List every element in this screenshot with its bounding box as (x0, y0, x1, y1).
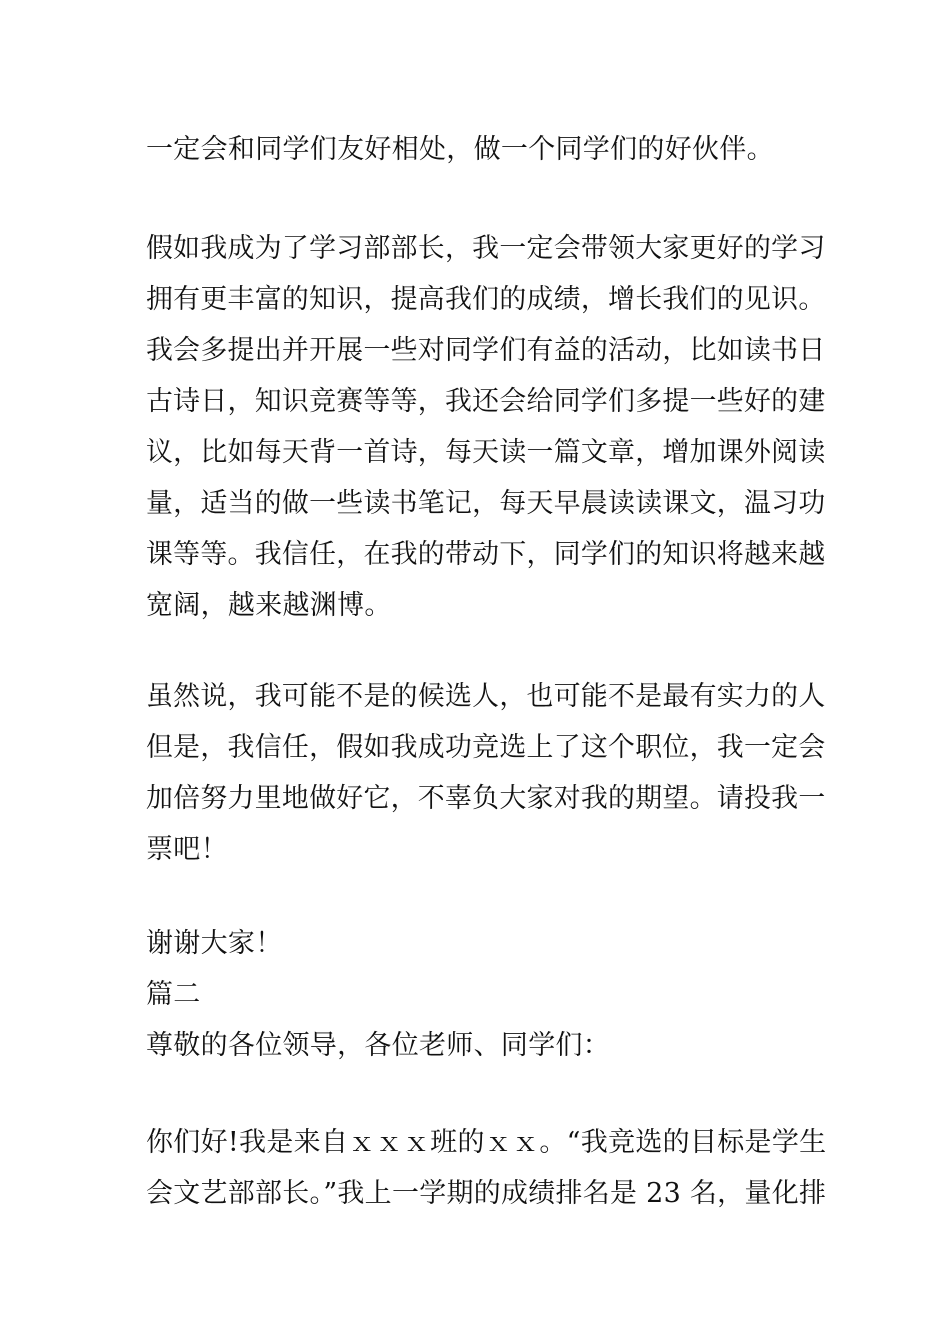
paragraph-line: 票吧！ (146, 834, 228, 865)
section-label: 篇二 (146, 979, 201, 1010)
thanks-line: 谢谢大家！ (146, 928, 283, 959)
salutation-line: 尊敬的各位领导，各位老师、同学们： (146, 1030, 611, 1061)
paragraph-line: 一定会和同学们友好相处，做一个同学们的好伙伴。 (146, 134, 774, 165)
paragraph-line: 你们好!我是来自ｘｘｘ班的ｘｘ。“我竞选的目标是学生 (146, 1127, 827, 1158)
paragraph-line: 宽阔，越来越渊博。 (146, 590, 392, 621)
paragraph-line: 假如我成为了学习部部长，我一定会带领大家更好的学习 (146, 233, 826, 264)
paragraph-line: 虽然说，我可能不是的候选人，也可能不是最有实力的人 (146, 681, 826, 712)
paragraph-line: 拥有更丰富的知识，提高我们的成绩，增长我们的见识。 (146, 284, 826, 315)
paragraph-line: 我会多提出并开展一些对同学们有益的活动，比如读书日 (146, 335, 826, 366)
paragraph-line: 会文艺部部长。”我上一学期的成绩排名是 23 名，量化排 (146, 1178, 827, 1209)
paragraph-line: 但是，我信任，假如我成功竞选上了这个职位，我一定会 (146, 732, 826, 763)
paragraph-line: 议，比如每天背一首诗，每天读一篇文章，增加课外阅读 (146, 437, 826, 468)
paragraph-line: 古诗日，知识竞赛等等，我还会给同学们多提一些好的建 (146, 386, 826, 417)
paragraph-line: 量，适当的做一些读书笔记，每天早晨读读课文，温习功 (146, 488, 826, 519)
paragraph-line: 课等等。我信任，在我的带动下，同学们的知识将越来越 (146, 539, 826, 570)
paragraph-line: 加倍努力里地做好它，不辜负大家对我的期望。请投我一 (146, 783, 826, 814)
